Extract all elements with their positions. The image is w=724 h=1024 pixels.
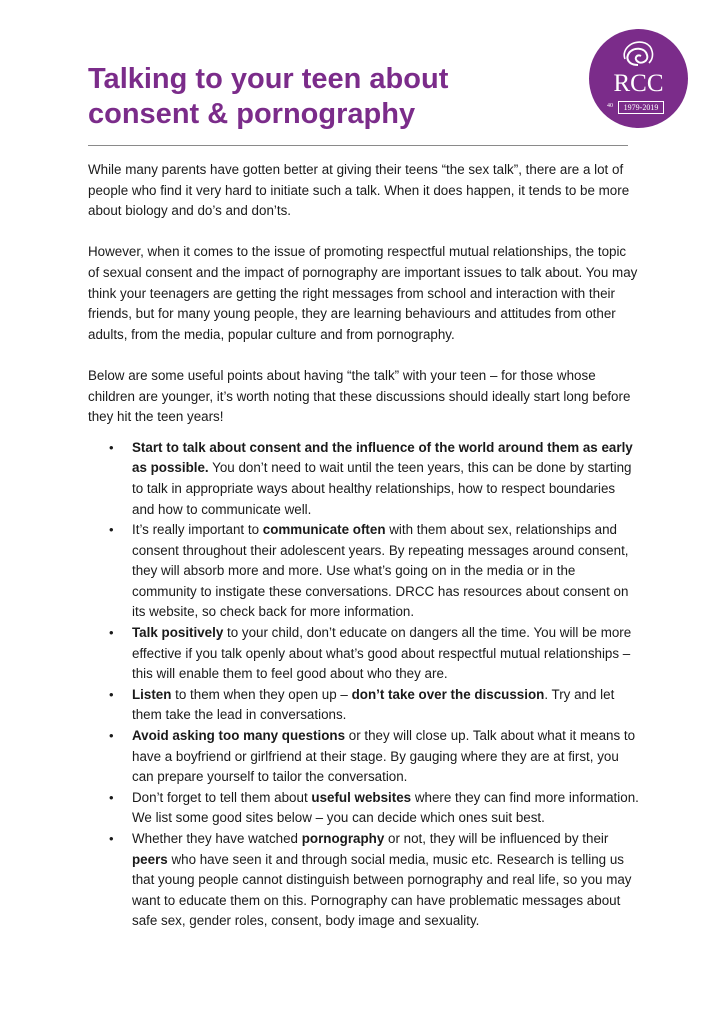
- body-text: to them when they open up –: [171, 686, 352, 702]
- paragraph: However, when it comes to the issue of promoting respectful mutual relationships, the topic of sexual consent and the impact of pornography are important issues to talk about. You may think your teenagers are getting the right messages from school and interaction with their friends, but for many young people, they are learning behaviours and attitudes from other adults, from the media, popular culture and from pornography.: [88, 244, 638, 342]
- bullet-icon: •: [109, 686, 114, 702]
- bold-text: Avoid asking too many questions: [132, 728, 346, 744]
- body-text: to your child, don’t educate on dangers all the time. You will be more effective if you talk openly about what’s good about respectful mutual relationships – this will enable them to feel good about who they are.: [132, 625, 632, 682]
- title-divider: [88, 145, 628, 146]
- list-item: [109, 520, 640, 623]
- body-text: . Try and let them take the lead in conversations.: [132, 686, 615, 723]
- paragraph: Below are some useful points about having “the talk” with your teen – for those whose children are younger, it’s worth noting that these discussions should ideally start long before they hit the teen years!: [88, 367, 631, 425]
- list-item: [109, 726, 640, 788]
- rcc-logo: [589, 29, 688, 128]
- list-item: [109, 685, 640, 726]
- logo-years: 1979-2019: [618, 101, 664, 114]
- bold-text: peers: [132, 851, 168, 867]
- bold-text: pornography: [301, 831, 385, 846]
- title-line-1: Talking to your teen about: [88, 63, 449, 95]
- body-text: with them about sex, relationships and consent throughout their adolescent years. By repeating messages around consent, they will absorb more and more. Use what’s going on in the media or in the community to instigate these conversations. DRCC has resources about consent on its website, so check back for more information.: [132, 522, 629, 620]
- list-item: [109, 623, 640, 685]
- bullet-icon: •: [109, 625, 114, 641]
- bullet-icon: •: [109, 439, 114, 455]
- tips-list: [88, 438, 640, 932]
- list-item: [109, 829, 640, 932]
- document-body: [88, 160, 640, 932]
- bold-text: communicate often: [262, 522, 386, 538]
- bullet-icon: •: [109, 728, 114, 744]
- body-text: It’s really important to: [132, 522, 263, 538]
- paragraph: While many parents have gotten better at giving their teens “the sex talk”, there are a lot of people who find it very hard to initiate such a talk. When it does happen, it tends to be more about biology and do’s and don’ts.: [88, 162, 630, 219]
- list-item: [109, 788, 640, 829]
- body-text: or they will close up. Talk about what it means to have a boyfriend or girlfriend at their stage. By gauging where they are at first, you can prepare yourself to tailor the conversation.: [132, 728, 636, 785]
- bold-text: Talk positively: [132, 625, 224, 641]
- body-text: where they can find more information. We list some good sites below – you can decide which ones suit best.: [132, 789, 639, 826]
- document-title: [88, 62, 568, 132]
- bold-text: Start to talk about consent and the influence of the world around them as early as possible.: [132, 439, 633, 476]
- body-text: You don’t need to wait until the teen years, this can be done by starting to talk in appropriate ways about healthy relationships, how to respect boundaries and how to communicate well.: [132, 460, 632, 517]
- bullet-icon: •: [109, 789, 114, 805]
- logo-anniversary-badge: 40: [607, 103, 613, 109]
- bold-text: Listen: [132, 686, 172, 702]
- bullet-icon: •: [109, 522, 114, 538]
- title-line-2: consent & pornography: [88, 98, 416, 130]
- body-text: Don’t forget to tell them about: [132, 789, 312, 805]
- body-text: who have seen it and through social media, music etc. Research is telling us that young people cannot distinguish between pornography and real life, so you may want to educate them on this. Pornography can have problematic messages about safe sex, gender roles, consent, body image and sexuality.: [132, 851, 632, 929]
- bullet-icon: •: [109, 831, 114, 846]
- bold-text: useful websites: [311, 789, 412, 805]
- body-text: or not, they will be influenced by their: [384, 831, 609, 846]
- bold-text: don’t take over the discussion: [351, 686, 545, 702]
- list-item: [109, 438, 640, 520]
- body-text: Whether they have watched: [132, 831, 302, 846]
- logo-text: RCC: [613, 70, 664, 97]
